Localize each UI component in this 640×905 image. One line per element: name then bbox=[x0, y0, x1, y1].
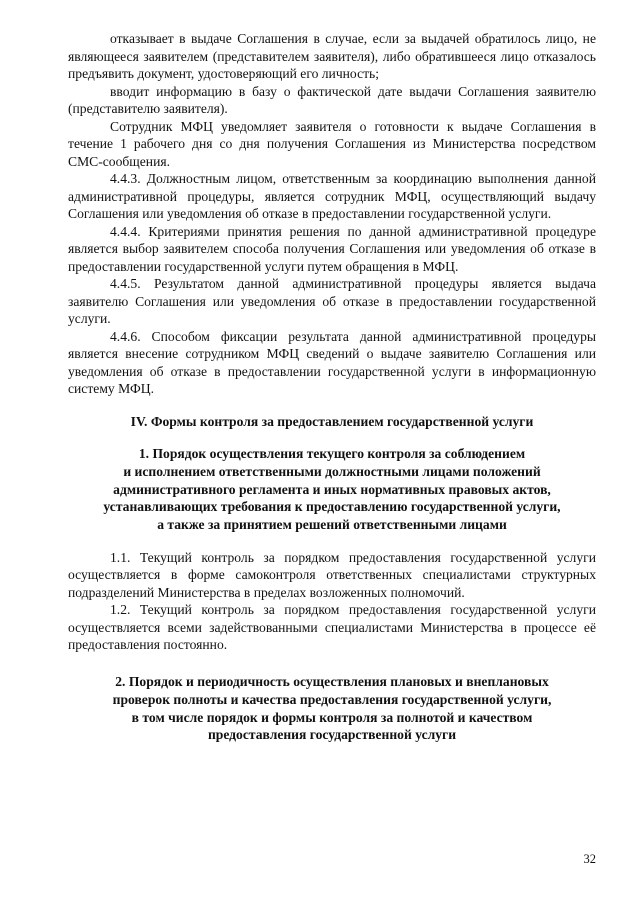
paragraph-4-4-6: 4.4.6. Способом фиксации результата данной административной процедуры является внесение сотрудником МФЦ сведений о выдаче заявителю Соглашения или уведомления об отказе в предоставлении государственной услуги в информационную систему МФЦ. bbox=[68, 328, 596, 396]
subheading-1 bbox=[68, 445, 596, 534]
paragraph-sms-notify: Сотрудник МФЦ уведомляет заявителя о готовности к выдаче Соглашения в течение 1 рабочего дня со дня получения Соглашения из Министерства посредством СМС-сообщения. bbox=[68, 118, 596, 169]
subheading-1-line: административного регламента и иных нормативных правовых актов, bbox=[113, 481, 551, 497]
section-heading: IV. Формы контроля за предоставлением государственной услуги bbox=[130, 413, 534, 429]
paragraph-4-4-3: 4.4.3. Должностным лицом, ответственным за координацию выполнения данной административной процедуры, является сотрудник МФЦ, осуществляющий выдачу Соглашения или уведомления об отказе в предоставлении государственной услуги. bbox=[68, 171, 596, 221]
paragraph-1-2: 1.2. Текущий контроль за порядком предоставления государственной услуги осуществляется всеми задействованными специалистами Министерства в процессе её предоставления постоянно. bbox=[68, 602, 596, 653]
subheading-2-line: в том числе порядок и формы контроля за полнотой и качеством bbox=[131, 709, 533, 725]
subheading-2-line: предоставления государственной услуги bbox=[207, 727, 457, 743]
subheading-1-line: а также за принятием решений ответственными лицами bbox=[157, 517, 507, 533]
document-page bbox=[68, 30, 596, 744]
paragraph-enter-date: вводит информацию в базу о фактической дате выдачи Соглашения заявителю (представителю заявителя). bbox=[68, 83, 596, 116]
subheading-2-line: 2. Порядок и периодичность осуществления плановых и внеплановых bbox=[115, 673, 549, 689]
subheading-2-line: проверок полноты и качества предоставления государственной услуги, bbox=[112, 691, 552, 707]
paragraph-1-1: 1.1. Текущий контроль за порядком предоставления государственной услуги осуществляется в форме самоконтроля ответственных специалистами структурных подразделений Министерства в пределах возложенных полномочий. bbox=[68, 549, 596, 600]
paragraph-4-4-5: 4.4.5. Результатом данной административной процедуры является выдача заявителю Соглашения или уведомления об отказе в предоставлении государственной услуги. bbox=[68, 276, 596, 326]
subheading-2 bbox=[68, 673, 596, 744]
page-number: 32 bbox=[583, 852, 596, 866]
paragraph-refusal: отказывает в выдаче Соглашения в случае, если за выдачей обратилось лицо, не являющееся заявителем (представителем заявителя), либо обратившееся лицо отказалось предъявить документ, удостоверяющий его личность; bbox=[68, 31, 596, 81]
paragraph-4-4-4: 4.4.4. Критериями принятия решения по данной административной процедуре является выбор заявителем способа получения Соглашения или уведомления об отказе в предоставлении государственной услуги путем обращения в МФЦ. bbox=[68, 223, 596, 274]
subheading-1-line: и исполнением ответственными должностными лицами положений bbox=[123, 463, 541, 479]
subheading-1-line: 1. Порядок осуществления текущего контроля за соблюдением bbox=[138, 446, 526, 461]
subheading-1-line: устанавливающих требования к предоставлению государственной услуги, bbox=[103, 499, 561, 515]
